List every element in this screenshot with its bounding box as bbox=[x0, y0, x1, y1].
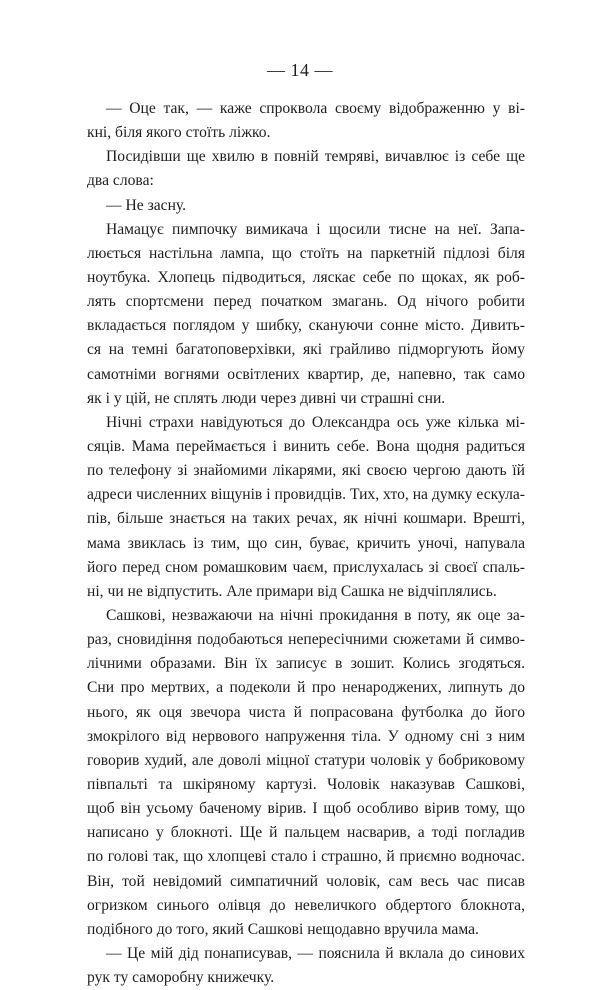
text-line: Сашкові, незважаючи на нічні прокидання в поту, як оце за- bbox=[106, 606, 525, 624]
text-line: лічними образами. Він їх записує в зошит. Колись згодяться. bbox=[87, 655, 525, 673]
text-line: Нічні страхи навідуються до Олександра ось уже кілька мі- bbox=[106, 413, 525, 431]
text-line: Сни про мертвих, а подеколи й про ненароджених, липнуть до bbox=[87, 679, 525, 697]
text-line: подібного до того, який Сашкові нещодавно вручила мама. bbox=[87, 920, 479, 938]
text-line: Він, той невідомий симпатичний чоловік, сам весь час писав bbox=[87, 872, 525, 890]
text-line: Намацує пимпочку вимикача і щосили тисне на неї. Запа- bbox=[106, 220, 525, 238]
text-line: вкладається поглядом у шибку, скануючи сонне місто. Дивить- bbox=[87, 317, 525, 335]
text-line: по телефону зі знайомими лікарями, які своєю чергою дають їй bbox=[87, 462, 525, 480]
text-line: лять спортсмени перед початком змагань. Од нічого робити bbox=[87, 293, 525, 311]
text-line: його перед сном ромашковим чаєм, прислухалась зі своєї спаль- bbox=[87, 558, 525, 576]
text-line: півпальті та шкіряному картузі. Чоловік наказував Сашкові, bbox=[87, 775, 525, 793]
text-line: пів, більше знається на таких речах, як нічні кошмари. Врешті, bbox=[87, 510, 525, 528]
text-line: два слова: bbox=[87, 172, 154, 190]
text-line: сяців. Мама переймається і винить себе. Вона щодня радиться bbox=[87, 437, 525, 455]
text-line: люється настільна лампа, що стоїть на паркетній підлозі біля bbox=[87, 244, 525, 262]
text-line: нього, як оця звечора чиста й попрасована футболка до його bbox=[87, 703, 525, 721]
text-line: Посидівши ще хвилю в повній темряві, вичавлює із себе ще bbox=[106, 148, 525, 166]
text-line: рук ту саморобну книжечку. bbox=[87, 969, 275, 987]
page-number: — 14 — bbox=[267, 60, 333, 80]
text-line: огризком синього олівця до невеличкого обдертого блокнота, bbox=[87, 896, 525, 914]
text-line: раз, сновидіння подобаються непересічними сюжетами й симво- bbox=[87, 631, 525, 649]
text-line: щоб він усьому баченому вірив. І щоб особливо вірив тому, що bbox=[87, 800, 525, 818]
body-text bbox=[87, 97, 525, 990]
text-line: по голові так, що хлопцеві стало і страшно, й приємно водночас. bbox=[87, 848, 525, 866]
text-line: змокрілого від нервового напруження тіла. У одному сні з ним bbox=[87, 727, 525, 745]
text-line: — Не засну. bbox=[106, 196, 187, 214]
text-line: самотніми вогнями освітлених квартир, де, напевно, так само bbox=[87, 365, 525, 383]
text-line: ноутбука. Хлопець підводиться, ляскає себе по щоках, як роб- bbox=[87, 268, 525, 286]
text-line: мама звиклась із тим, що син, буває, кричить уночі, напувала bbox=[87, 534, 525, 552]
text-line: кні, біля якого стоїть ліжко. bbox=[87, 124, 271, 142]
text-line: говорив худий, але доволі міцної статури чоловік у бобриковому bbox=[87, 751, 525, 769]
text-line: написано у блокноті. Ще й пальцем насварив, а тоді погладив bbox=[87, 824, 525, 842]
text-line: ні, чи не відпустить. Але примари від Сашка не відчіплялись. bbox=[87, 582, 497, 600]
text-line: ся на темні багатоповерхівки, які грайливо підморгують йому bbox=[87, 341, 525, 359]
text-line: — Оце так, — каже спроквола своєму відображенню у ві- bbox=[106, 100, 525, 117]
text-line: як і у цій, не сплять люди через дивні чи страшні сни. bbox=[87, 389, 446, 407]
text-line: — Це мій дід понаписував, — пояснила й вклала до синових bbox=[106, 944, 525, 962]
text-line: адреси численних віщунів і провидців. Тих, хто, на думку ескула- bbox=[87, 486, 525, 504]
